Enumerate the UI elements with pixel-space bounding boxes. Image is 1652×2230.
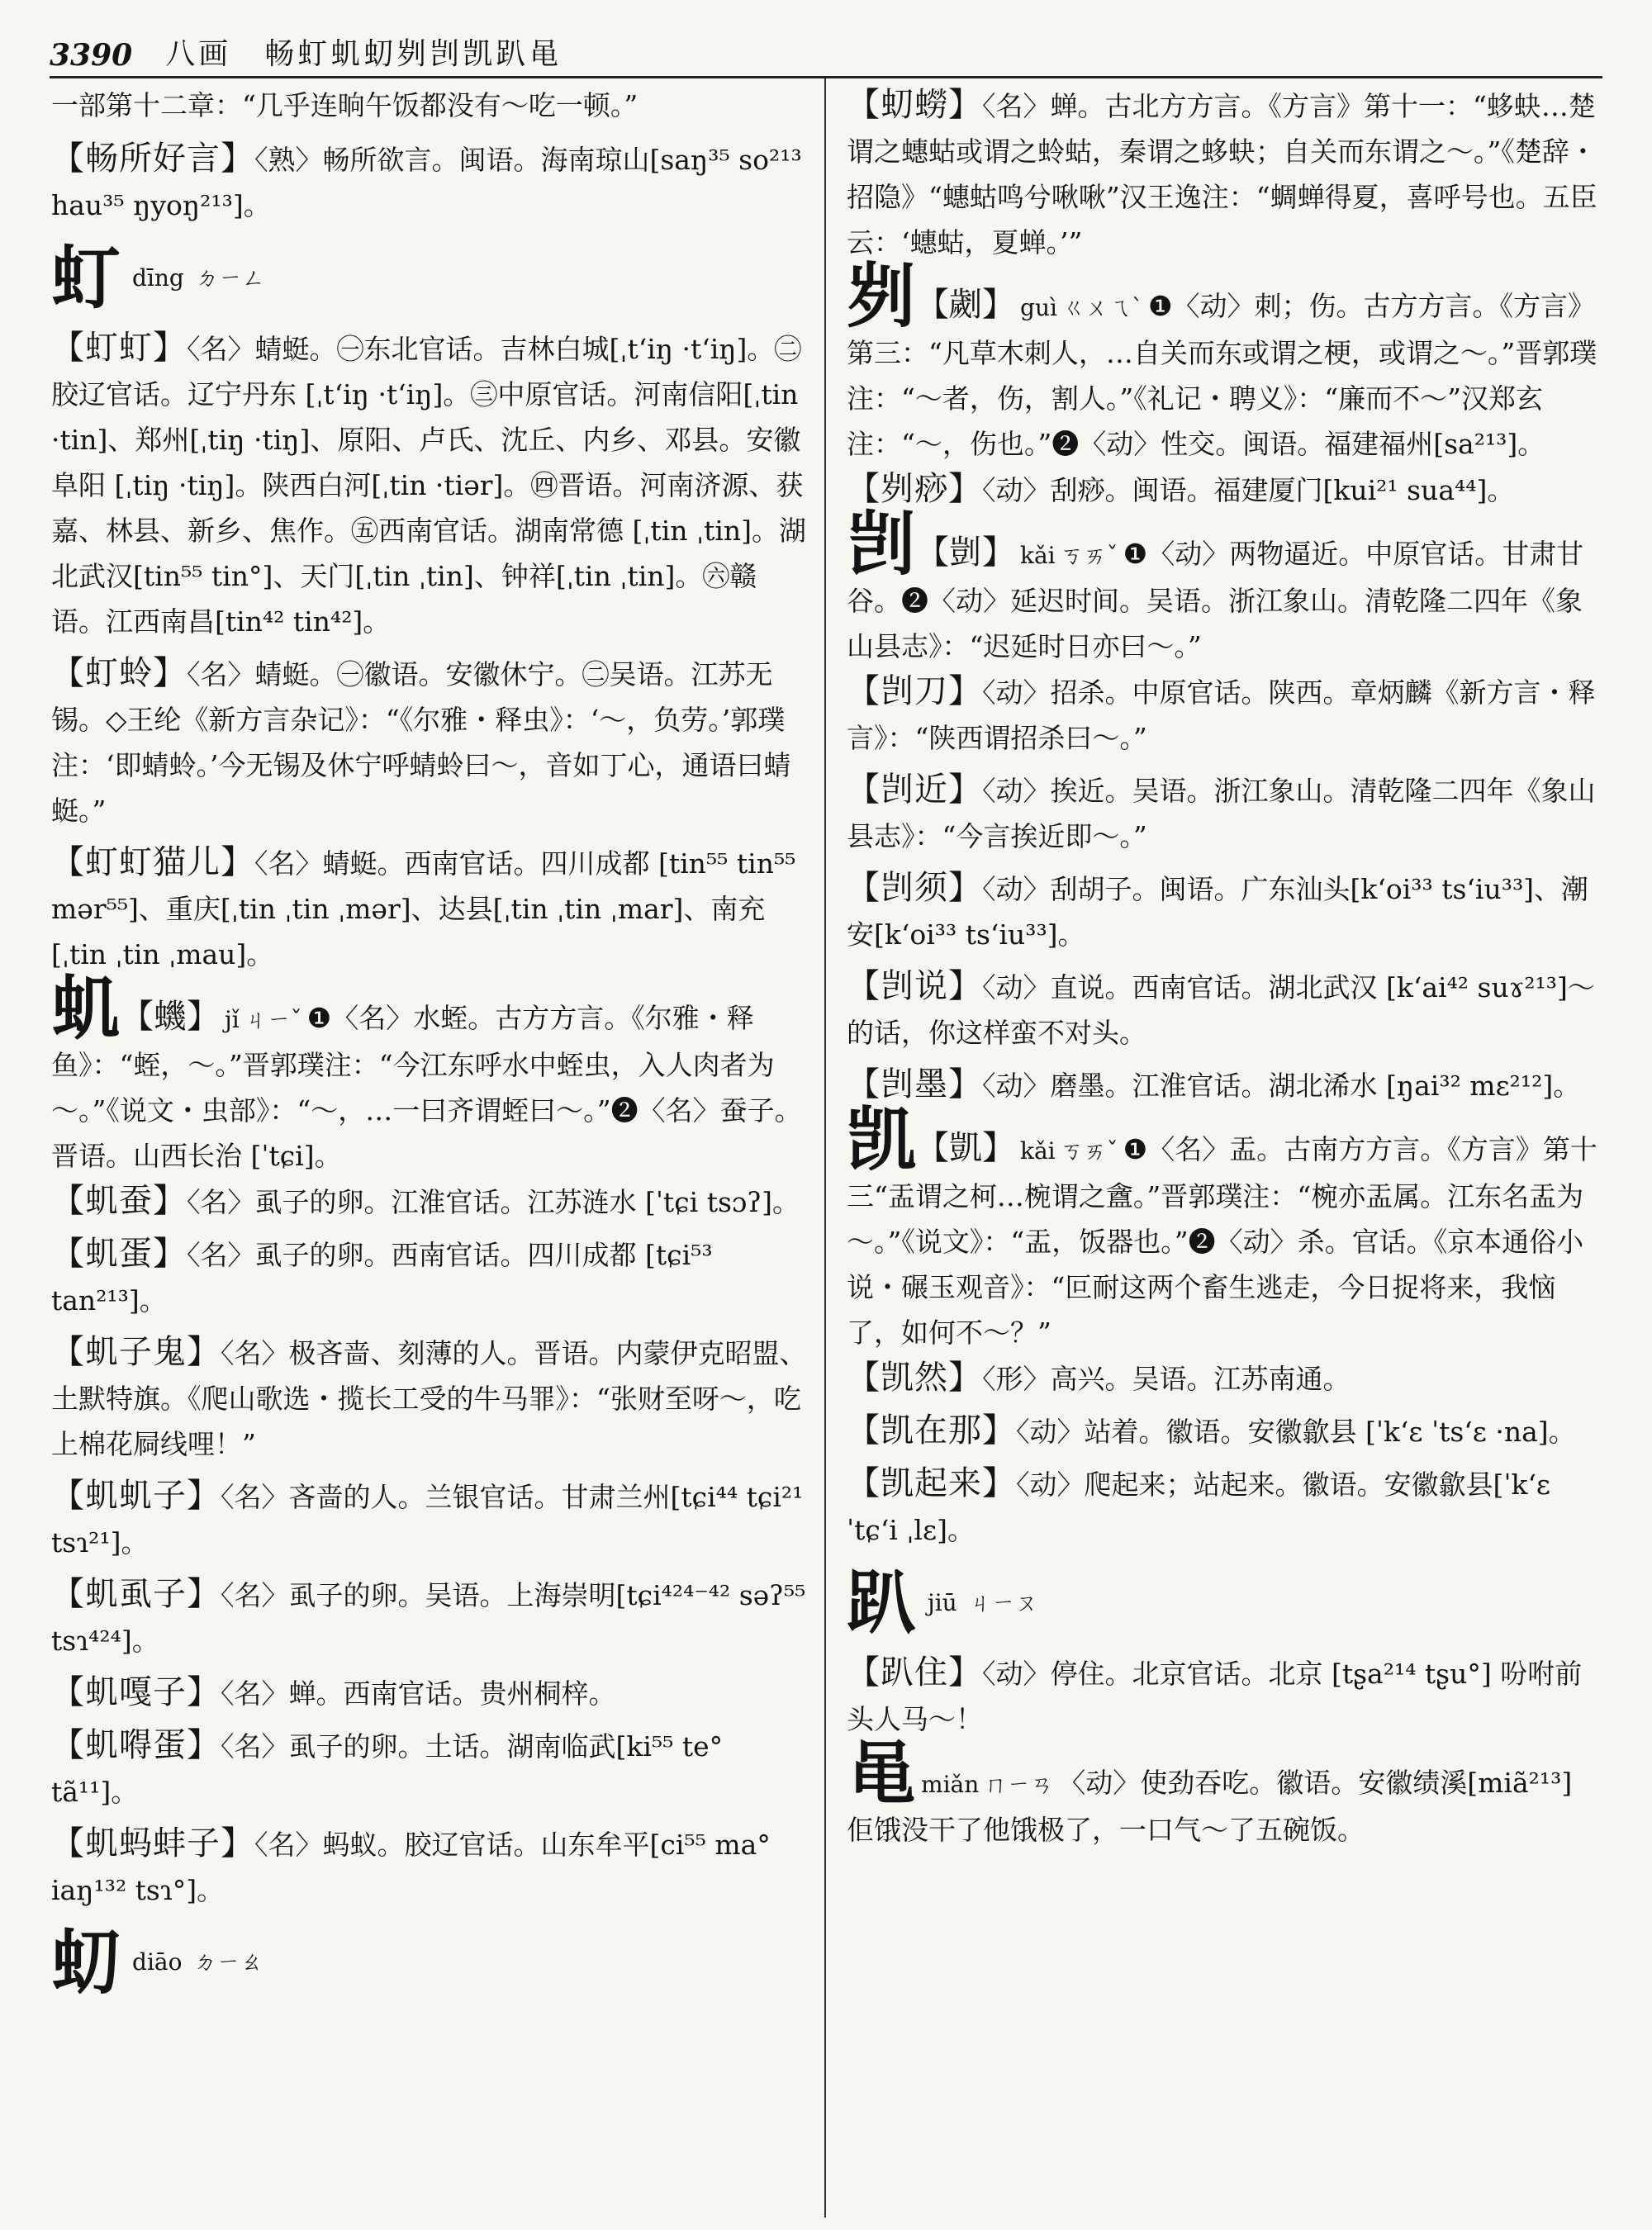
head-character-entry (847, 1731, 1607, 1853)
entry-headword: 【虮嘚蛋】 (51, 1725, 221, 1764)
entry-definition: 〈动〉刮胡子。闽语。广东汕头[k‘oi³³ ts‘iu³³]、潮安[k‘oi³³ ts‘iu³³]。 (847, 873, 1589, 951)
dictionary-entry (847, 964, 1607, 1056)
entry-definition: 〈动〉爬起来；站起来。徽语。安徽歙县[ˈk‘ɛ ˈtɕ‘i ˌlɛ]。 (847, 1468, 1551, 1546)
header-rule (50, 76, 1602, 78)
entry-definition: 〈动〉直说。西南官话。湖北武汉 [k‘ai⁴² suɤ²¹³]～的话，你这样蛮不对头。 (847, 971, 1595, 1049)
zhuyin: ㄍㄨㄟˋ (1061, 294, 1143, 321)
entry-headword: 【剀刀】 (847, 672, 982, 710)
entry-headword: 【虮嘎子】 (51, 1672, 221, 1711)
entry-definition: 〈动〉站着。徽语。安徽歙县 [ˈk‘ɛ ˈts‘ɛ ·na]。 (1016, 1416, 1576, 1448)
head-character-entry (51, 966, 811, 1179)
entry-definition: 〈名〉蚂蚁。胶辽官话。山东牟平[ci⁵⁵ ma° iaŋ¹³² tsɿ°]。 (51, 1828, 771, 1906)
dictionary-entry (51, 1821, 811, 1913)
entry-headword: 【剀须】 (847, 869, 982, 907)
dictionary-entry (51, 1473, 811, 1565)
entry-definition: 〈形〉高兴。吴语。江苏南通。 (982, 1363, 1351, 1395)
head-character: 黾 (847, 1731, 917, 1814)
head-character: 虮 (51, 966, 121, 1049)
entry-headword: 【虭蟧】 (847, 86, 982, 124)
entry-headword: 【剀说】 (847, 967, 982, 1005)
entry-definition: 〈名〉蝉。西南官话。贵州桐梓。 (221, 1677, 616, 1710)
dictionary-entry (847, 83, 1607, 265)
pinyin: jiū (928, 1588, 957, 1616)
dictionary-entry (51, 840, 811, 977)
zhuyin: ㄎㄞˇ (1060, 1137, 1118, 1165)
head-character-block (847, 1561, 1607, 1642)
pinyin: jǐ (225, 1005, 240, 1033)
zhuyin: ㄎㄞˇ (1060, 542, 1118, 569)
page-number: 3390 (50, 38, 133, 73)
dictionary-entry (51, 1330, 811, 1467)
dictionary-entry (51, 1231, 811, 1323)
entry-definition: 〈名〉蜻蜓。㊀徽语。安徽休宁。㊁吴语。江苏无锡。◇王纶《新方言杂记》：“《尔雅・释虫》：‘～，负劳。’郭璞注：‘即蜻蛉。’今无锡及休宁呼蜻蛉曰～，音如丁心，通语曰蜻蜓。” (51, 657, 791, 827)
pinyin: diāo (132, 1948, 183, 1976)
zhuyin: ㄉㄧㄥ (195, 263, 265, 292)
traditional-form: 【蟣】 (121, 997, 221, 1036)
entry-continuation: 一部第十二章：“几乎连晌午饭都没有～吃一顿。” (51, 89, 638, 121)
pinyin: guì (1020, 294, 1057, 321)
entry-definition: 〈名〉虱子的卵。土话。湖南临武[ki⁵⁵ te° tã¹¹]。 (51, 1729, 724, 1808)
entry-headword: 【虮蚕】 (51, 1181, 187, 1220)
head-character: 虰 (51, 236, 121, 319)
dictionary-entry (51, 136, 811, 228)
dictionary-entry (847, 669, 1607, 761)
entry-headword: 【虮虮子】 (51, 1476, 221, 1515)
page-header (50, 15, 1602, 73)
head-character-entry (847, 1098, 1607, 1355)
right-column (847, 83, 1607, 2222)
entry-headword: 【虮蚂蚌子】 (51, 1824, 254, 1862)
entry-definition: 〈动〉停住。北京官话。北京 [tʂa²¹⁴ tʂu°] 吩咐前头人马～！ (847, 1657, 1583, 1735)
head-character: 虭 (51, 1921, 121, 2003)
dictionary-entry (51, 1179, 811, 1225)
pinyin: kǎi (1020, 1137, 1056, 1165)
pinyin: kǎi (1020, 542, 1056, 569)
entry-headword: 【刿痧】 (847, 470, 982, 508)
head-character-entry (847, 503, 1607, 669)
head-character-block (51, 236, 811, 317)
entry-definition: 〈名〉吝啬的人。兰银官话。甘肃兰州[tɕi⁴⁴ tɕi²¹ tsɿ²¹]。 (51, 1480, 804, 1559)
head-character: 凯 (847, 1098, 917, 1180)
entry-headword: 【虮蛋】 (51, 1234, 187, 1273)
entry-headword: 【凯然】 (847, 1359, 982, 1397)
dictionary-entry (51, 325, 811, 644)
entry-definition: 〈动〉挨近。吴语。浙江象山。清乾隆二四年《象山县志》：“今言挨近即～。” (847, 775, 1596, 852)
zhuyin: ㄐㄧˇ (244, 1005, 302, 1033)
entry-headword: 【趴住】 (847, 1653, 982, 1691)
dictionary-entry (847, 1062, 1607, 1108)
dictionary-entry (847, 1650, 1607, 1742)
entry-definition: 〈熟〉畅所欲言。闽语。海南琼山[saŋ³⁵ so²¹³ hau³⁵ ŋyoŋ²¹³]。 (51, 144, 802, 221)
dictionary-entry (51, 1572, 811, 1663)
entry-definition: 〈名〉蜻蜓。西南官话。四川成都 [tin⁵⁵ tin⁵⁵ mər⁵⁵]、重庆[ˌtin ˌtin ˌmər]、达县[ˌtin ˌtin ˌmar]、南充[ˌtin ˌtin ˌmau]。 (51, 847, 796, 970)
zhuyin: ㄇㄧㄢ (984, 1770, 1054, 1798)
zhuyin: ㄉㄧㄠ (193, 1948, 263, 1976)
zhuyin: ㄐㄧㄡ (968, 1588, 1038, 1616)
column-divider (824, 78, 826, 2218)
dictionary-entry (51, 1670, 811, 1716)
head-character-entry (847, 255, 1607, 467)
head-character-block (51, 1921, 811, 2002)
dictionary-entry (847, 866, 1607, 957)
traditional-form: 【剴】 (916, 534, 1016, 572)
entry-definition: 〈动〉磨墨。江淮官话。湖北浠水 [ŋai³² mɛ²¹²]。 (982, 1070, 1581, 1102)
pinyin: miǎn (921, 1770, 980, 1798)
entry-definition: 〈动〉刮痧。闽语。福建厦门[kui²¹ sua⁴⁴]。 (982, 474, 1515, 506)
entry-definition: 〈名〉虱子的卵。江淮官话。江苏涟水 [ˈtɕi tsɔʔ]。 (187, 1185, 800, 1218)
dictionary-entry (847, 1461, 1607, 1553)
dictionary-entry (847, 1408, 1607, 1454)
entry-definition: 〈名〉虱子的卵。吴语。上海崇明[tɕi⁴²⁴⁻⁴² səʔ⁵⁵ tsɿ⁴²⁴]。 (51, 1578, 806, 1657)
traditional-form: 【劌】 (916, 286, 1016, 324)
pinyin: dīng (132, 263, 184, 292)
entry-headword: 【凯起来】 (847, 1464, 1016, 1502)
head-character: 刿 (847, 255, 917, 337)
entry-definition: 〈名〉极吝啬、刻薄的人。晋语。内蒙伊克昭盟、土默特旗。《爬山歌选・揽长工受的牛马罪》：“张财至呀～，吃上棉花屙线哩！” (51, 1336, 807, 1460)
dictionary-entry (847, 767, 1607, 859)
left-column (51, 83, 811, 2222)
entry-definition: ❶〈名〉盂。古南方方言。《方言》第十三“盂谓之柯…椀谓之盦。”晋郭璞注：“椀亦盂属。江东名盂为～。”《说文》：“盂，饭器也。”❷〈动〉杀。官话。《京本通俗小说・碾玉观音》：“叵耐这两个畜生逃走，今日捉将来，我恼了，如何不～？” (847, 1133, 1597, 1349)
dictionary-entry (847, 467, 1607, 513)
entry-headword: 【虮子鬼】 (51, 1332, 221, 1371)
entry-headword: 【虰虰】 (51, 328, 187, 367)
entry-definition: 〈动〉招杀。中原官话。陕西。章炳麟《新方言・释言》：“陕西谓招杀曰～。” (847, 676, 1596, 754)
running-title: 八画 畅虰虮虭刿剀凯趴黾 (165, 37, 563, 71)
entry-headword: 【凯在那】 (847, 1412, 1016, 1450)
head-character: 剀 (847, 503, 917, 585)
entry-headword: 【虰虰猫儿】 (51, 842, 254, 881)
dictionary-entry (51, 1723, 811, 1815)
entry-definition: 〈名〉蝉。古北方方言。《方言》第十一：“蛥蚗…楚谓之蟪蛄或谓之蛉蛄，秦谓之蛥蚗；自关而东谓之～。”《楚辞・招隐》“蟪蛄鸣兮啾啾”汉王逸注：“蜩蝉得夏，喜呼号也。五臣云：‘蟪蛄，夏蝉。’” (847, 90, 1597, 259)
entry-headword: 【剀墨】 (847, 1065, 982, 1103)
entry-definition: 〈名〉蜻蜓。㊀东北官话。吉林白城[ˌt‘iŋ ·t‘iŋ]。㊁胶辽官话。辽宁丹东 [ˌt‘iŋ ·t‘iŋ]。㊂中原官话。河南信阳[ˌtin ·tin]、郑州[ˌtiŋ ·tiŋ]、原阳、卢氏、沈丘、内乡、邓县。安徽阜阳 [ˌtiŋ ·tiŋ]。陕西白河[ˌtin ·tiər]。㊃晋语。河南济源、获嘉、林县、新乡、焦作。㊄西南官话。湖南常德 [ˌtin ˌtin]。湖北武汉[tin⁵⁵ tin°]、天门[ˌtin ˌtin]、钟祥[ˌtin ˌtin]。㊅赣语。江西南昌[tin⁴² tin⁴²]。 (51, 332, 807, 638)
entry-definition: 〈动〉使劲吞吃。徽语。安徽绩溪[miã²¹³] 佢饿没干了他饿极了，一口气～了五碗饭。 (847, 1766, 1573, 1846)
entry-headword: 【剀近】 (847, 771, 982, 809)
entry-definition: 〈名〉虱子的卵。西南官话。四川成都 [tɕi⁵³ tan²¹³]。 (51, 1238, 713, 1317)
dictionary-entry (847, 1355, 1607, 1402)
traditional-form: 【凱】 (916, 1129, 1016, 1167)
entry-headword: 【虮虱子】 (51, 1574, 221, 1613)
dictionary-entry (51, 651, 811, 833)
entry-definition: ❶〈动〉两物逼近。中原官话。甘肃甘谷。❷〈动〉延迟时间。吴语。浙江象山。清乾隆二四年《象山县志》：“迟延时日亦曰～。” (847, 538, 1584, 662)
entry-definition: ❶〈名〉水蛭。古方方言。《尔雅・释鱼》：“蛭，～。”晋郭璞注：“今江东呼水中蛭虫，入人肉者为～。”《说文・虫部》：“～，…一曰齐谓蛭曰～。”❷〈名〉蚕子。晋语。山西长治 [ˈtɕi]。 (51, 1001, 802, 1172)
head-character: 趴 (847, 1561, 917, 1644)
entry-definition: ❶〈动〉刺；伤。古方方言。《方言》第三：“凡草木刺人，…自关而东或谓之梗，或谓之～。”晋郭璞注：“～者，伤，割人。”《礼记・聘义》：“廉而不～”汉郑玄注：“～，伤也。”❷〈动〉性交。闽语。福建福州[sa²¹³]。 (847, 290, 1597, 460)
entry-headword: 【虰蛉】 (51, 653, 187, 692)
entry-headword: 【畅所好言】 (51, 140, 254, 178)
